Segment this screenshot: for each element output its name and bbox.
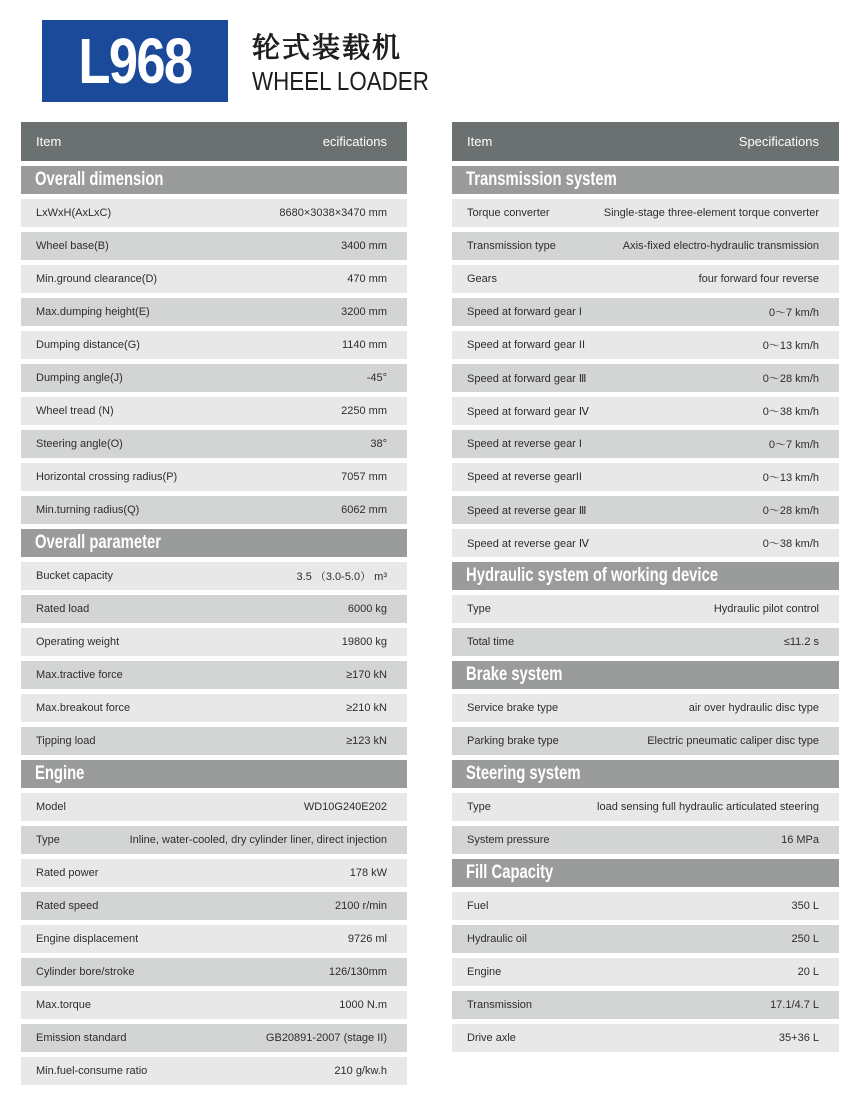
spec-value: 19800 kg: [341, 636, 387, 648]
spec-row: [21, 793, 407, 821]
title-chinese: 轮式装载机: [252, 31, 403, 64]
spec-row: [21, 364, 407, 392]
spec-value: air over hydraulic disc type: [688, 702, 819, 714]
section-header: [21, 760, 407, 788]
spec-label: Max.tractive force: [36, 669, 123, 681]
section-title: Hydraulic system of working device: [466, 565, 719, 586]
spec-value: -45°: [366, 372, 387, 384]
spec-row: [452, 397, 839, 425]
spec-label: Service brake type: [467, 702, 559, 714]
section-title: Fill Capacity: [466, 862, 554, 883]
spec-row: [452, 331, 839, 359]
spec-row: [452, 199, 839, 227]
spec-label: Fuel: [467, 900, 489, 912]
spec-row: [21, 628, 407, 656]
spec-value: 178 kW: [349, 867, 387, 879]
spec-row: [21, 562, 407, 590]
spec-label: Total time: [467, 636, 515, 648]
spec-row: [21, 991, 407, 1019]
spec-value: ≥123 kN: [346, 735, 387, 747]
spec-row: [21, 958, 407, 986]
spec-value: 38°: [370, 438, 387, 450]
spec-row: [452, 265, 839, 293]
spec-row: [21, 331, 407, 359]
spec-label: Steering angle(O): [36, 438, 123, 450]
spec-label: Min.ground clearance(D): [36, 273, 158, 285]
spec-value: 9726 ml: [347, 933, 387, 945]
left-table-header: [21, 122, 407, 161]
spec-value: 3200 mm: [341, 306, 387, 318]
spec-value: 0～38 km/h: [762, 538, 819, 550]
spec-row: [452, 430, 839, 458]
section-title: Transmission system: [466, 169, 617, 190]
spec-value: 7057 mm: [341, 471, 387, 483]
section-title: Overall dimension: [35, 169, 164, 190]
spec-row: [21, 463, 407, 491]
spec-row: [21, 826, 407, 854]
spec-value: 470 mm: [347, 273, 387, 285]
spec-label: Transmission: [467, 999, 532, 1011]
spec-label: Emission standard: [36, 1032, 127, 1044]
right-spec-table: [452, 122, 839, 1057]
spec-label: Min.turning radius(Q): [36, 504, 140, 516]
spec-row: [452, 595, 839, 623]
spec-value: 0～7 km/h: [768, 439, 819, 451]
section-title: Overall parameter: [35, 532, 162, 553]
spec-label: Operating weight: [36, 636, 120, 648]
spec-value: 6000 kg: [347, 603, 387, 615]
spec-row: [21, 232, 407, 260]
spec-value: Axis-fixed electro-hydraulic transmission: [622, 240, 819, 252]
spec-label: System pressure: [467, 834, 550, 846]
spec-label: Dumping angle(J): [36, 372, 123, 384]
spec-value: 0～13 km/h: [762, 472, 819, 484]
spec-row: [21, 595, 407, 623]
spec-row: [452, 925, 839, 953]
spec-value: 20 L: [797, 966, 819, 978]
spec-value: 1000 N.m: [339, 999, 387, 1011]
spec-row: [21, 892, 407, 920]
spec-label: LxWxH(AxLxC): [36, 207, 112, 219]
spec-label: Speed at forward gear II: [467, 339, 586, 351]
model-number: L968: [78, 25, 192, 97]
spec-row: [452, 1024, 839, 1052]
spec-value: 0～7 km/h: [768, 307, 819, 319]
spec-row: [21, 496, 407, 524]
spec-value: Inline, water-cooled, dry cylinder liner, direct injection: [129, 834, 387, 846]
left-header-spec: ecifications: [322, 134, 387, 149]
spec-value: Hydraulic pilot control: [713, 603, 819, 615]
spec-label: Torque converter: [467, 207, 550, 219]
spec-row: [452, 496, 839, 524]
spec-row: [21, 199, 407, 227]
spec-value: 0～38 km/h: [762, 406, 819, 418]
spec-row: [21, 859, 407, 887]
spec-row: [21, 727, 407, 755]
spec-label: Cylinder bore/stroke: [36, 966, 135, 978]
spec-row: [21, 430, 407, 458]
spec-value: 0～28 km/h: [762, 373, 819, 385]
spec-row: [452, 298, 839, 326]
right-table-header: [452, 122, 839, 161]
spec-label: Type: [467, 801, 491, 813]
spec-row: [452, 364, 839, 392]
spec-label: Gears: [467, 273, 497, 285]
spec-label: Max.torque: [36, 999, 92, 1011]
spec-label: Rated load: [36, 603, 90, 615]
spec-label: Drive axle: [467, 1032, 516, 1044]
spec-row: [452, 826, 839, 854]
spec-value: Single-stage three-element torque converter: [603, 207, 819, 219]
spec-label: Parking brake type: [467, 735, 559, 747]
spec-label: Horizontal crossing radius(P): [36, 471, 178, 483]
section-title: Brake system: [466, 664, 563, 685]
spec-value: 350 L: [791, 900, 819, 912]
spec-label: Speed at forward gear Ⅲ: [467, 372, 587, 385]
spec-row: [21, 1024, 407, 1052]
spec-label: Speed at reverse gearII: [467, 471, 582, 483]
spec-label: Speed at reverse gear Ⅳ: [467, 537, 590, 550]
model-badge: [42, 20, 228, 102]
section-header: [21, 529, 407, 557]
spec-label: Dumping distance(G): [36, 339, 140, 351]
spec-label: Wheel tread (N): [36, 405, 114, 417]
spec-label: Wheel base(B): [36, 240, 109, 252]
spec-row: [452, 529, 839, 557]
spec-value: four forward four reverse: [698, 273, 819, 285]
spec-row: [452, 628, 839, 656]
spec-value: 210 g/kw.h: [334, 1065, 387, 1077]
spec-row: [452, 463, 839, 491]
spec-label: Rated speed: [36, 900, 99, 912]
spec-value: 2100 r/min: [335, 900, 387, 912]
spec-row: [452, 991, 839, 1019]
spec-label: Tipping load: [36, 735, 96, 747]
spec-value: 17.1/4.7 L: [770, 999, 819, 1011]
spec-value: 0～28 km/h: [762, 505, 819, 517]
spec-value: 6062 mm: [341, 504, 387, 516]
spec-value: WD10G240E202: [303, 801, 387, 813]
right-header-spec: Specifications: [738, 134, 819, 149]
spec-label: Engine displacement: [36, 933, 139, 945]
spec-row: [452, 793, 839, 821]
title-english: WHEEL LOADER: [252, 66, 429, 96]
section-title: Steering system: [466, 763, 581, 784]
spec-label: Transmission type: [467, 240, 556, 252]
spec-row: [21, 397, 407, 425]
spec-label: Engine: [467, 966, 502, 978]
spec-value: ≤11.2 s: [783, 636, 819, 648]
spec-value: ≥210 kN: [346, 702, 387, 714]
spec-label: Type: [36, 834, 60, 846]
spec-value: load sensing full hydraulic articulated steering: [597, 801, 819, 813]
spec-label: Speed at forward gear Ⅳ: [467, 405, 590, 418]
spec-row: [21, 265, 407, 293]
spec-label: Speed at reverse gear I: [467, 438, 582, 450]
spec-row: [21, 298, 407, 326]
spec-value: 8680×3038×3470 mm: [279, 207, 387, 219]
spec-row: [21, 694, 407, 722]
section-title: Engine: [35, 763, 85, 784]
spec-label: Min.fuel-consume ratio: [36, 1065, 148, 1077]
spec-label: Type: [467, 603, 491, 615]
spec-label: Hydraulic oil: [467, 933, 527, 945]
section-header: [452, 760, 839, 788]
section-header: [452, 166, 839, 194]
section-header: [452, 562, 839, 590]
spec-row: [452, 232, 839, 260]
spec-value: ≥170 kN: [346, 669, 387, 681]
spec-row: [21, 1057, 407, 1085]
spec-row: [452, 727, 839, 755]
spec-label: Bucket capacity: [36, 570, 114, 582]
spec-value: 1140 mm: [341, 339, 387, 351]
left-header-item: Item: [36, 134, 62, 149]
spec-value: 250 L: [791, 933, 819, 945]
spec-value: 2250 mm: [341, 405, 387, 417]
spec-label: Max.breakout force: [36, 702, 131, 714]
spec-row: [452, 694, 839, 722]
section-header: [452, 661, 839, 689]
spec-value: Electric pneumatic caliper disc type: [647, 735, 819, 747]
spec-value: 3.5 （3.0-5.0） m³: [296, 571, 387, 583]
right-header-item: Item: [467, 134, 493, 149]
spec-value: 16 MPa: [781, 834, 819, 846]
spec-value: 0～13 km/h: [762, 340, 819, 352]
spec-row: [452, 892, 839, 920]
spec-label: Max.dumping height(E): [36, 306, 150, 318]
spec-value: 3400 mm: [341, 240, 387, 252]
spec-value: GB20891-2007 (stage II): [265, 1032, 387, 1044]
section-header: [452, 859, 839, 887]
spec-row: [452, 958, 839, 986]
spec-label: Speed at reverse gear Ⅲ: [467, 504, 587, 517]
spec-label: Rated power: [36, 867, 99, 879]
section-header: [21, 166, 407, 194]
spec-value: 126/130mm: [328, 966, 387, 978]
spec-label: Speed at forward gear I: [467, 306, 582, 318]
spec-value: 35+36 L: [778, 1032, 819, 1044]
spec-row: [21, 661, 407, 689]
spec-label: Model: [36, 801, 66, 813]
left-spec-table: [21, 122, 407, 1090]
page-header: [0, 0, 860, 120]
spec-row: [21, 925, 407, 953]
